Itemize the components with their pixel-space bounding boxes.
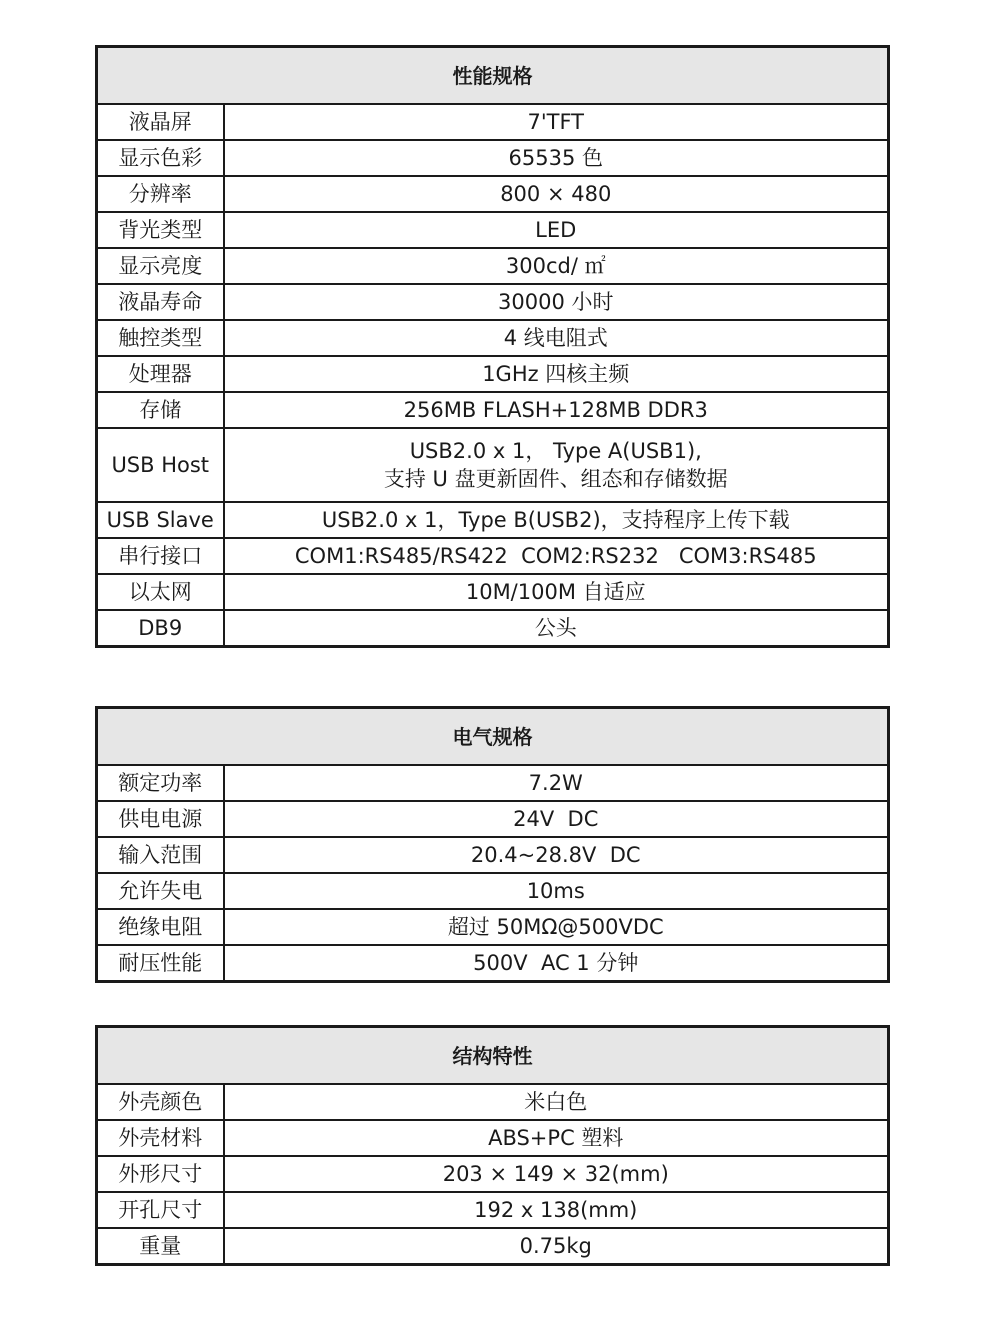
- table-row: [97, 284, 889, 320]
- table-row: [97, 801, 889, 837]
- table-row: [97, 356, 889, 392]
- table-header-row: [97, 708, 889, 766]
- spec-label: 开孔尺寸: [97, 1192, 224, 1228]
- spec-value: 4 线电阻式: [224, 320, 889, 356]
- spec-value: 192 x 138(mm): [224, 1192, 889, 1228]
- table-row: [97, 538, 889, 574]
- table-row: [97, 574, 889, 610]
- spec-value: 203 × 149 × 32(mm): [224, 1156, 889, 1192]
- spec-value: 300cd/ ㎡: [224, 248, 889, 284]
- spec-value-line: USB2.0 x 1， Type A(USB1),: [409, 439, 702, 463]
- spec-value: 7.2W: [224, 765, 889, 801]
- spec-label: 重量: [97, 1228, 224, 1265]
- spec-label: 供电电源: [97, 801, 224, 837]
- table-row: [97, 873, 889, 909]
- performance-spec-table: [95, 45, 890, 648]
- spec-value: [224, 428, 889, 502]
- section-title-performance: 性能规格: [97, 47, 889, 105]
- table-row: [97, 1120, 889, 1156]
- spec-value: 10M/100M 自适应: [224, 574, 889, 610]
- spec-label: 液晶寿命: [97, 284, 224, 320]
- spec-label: 处理器: [97, 356, 224, 392]
- spec-value: 24V DC: [224, 801, 889, 837]
- spec-label: 外壳材料: [97, 1120, 224, 1156]
- spec-value: COM1:RS485/RS422 COM2:RS232 COM3:RS485: [224, 538, 889, 574]
- spec-label: 绝缘电阻: [97, 909, 224, 945]
- table-row: [97, 392, 889, 428]
- spec-label: 显示亮度: [97, 248, 224, 284]
- spec-value: 800 × 480: [224, 176, 889, 212]
- spec-value: 1GHz 四核主频: [224, 356, 889, 392]
- section-title-structure: 结构特性: [97, 1027, 889, 1085]
- table-row: [97, 104, 889, 140]
- table-row: [97, 140, 889, 176]
- table-row: [97, 1156, 889, 1192]
- spec-value: 超过 50MΩ@500VDC: [224, 909, 889, 945]
- table-row: [97, 428, 889, 502]
- spec-label: 以太网: [97, 574, 224, 610]
- table-row: [97, 945, 889, 982]
- table-row: [97, 176, 889, 212]
- spec-label: 显示色彩: [97, 140, 224, 176]
- spec-label: 外形尺寸: [97, 1156, 224, 1192]
- spec-value: 20.4~28.8V DC: [224, 837, 889, 873]
- section-title-electrical: 电气规格: [97, 708, 889, 766]
- spec-label: 耐压性能: [97, 945, 224, 982]
- spec-label: 输入范围: [97, 837, 224, 873]
- spec-value: 256MB FLASH+128MB DDR3: [224, 392, 889, 428]
- spec-label: 允许失电: [97, 873, 224, 909]
- spec-label: 触控类型: [97, 320, 224, 356]
- spec-value-line: 支持 U 盘更新固件、组态和存储数据: [383, 467, 728, 491]
- spec-value: LED: [224, 212, 889, 248]
- spec-label: 外壳颜色: [97, 1084, 224, 1120]
- spec-value: 65535 色: [224, 140, 889, 176]
- table-row: [97, 248, 889, 284]
- spec-label: 液晶屏: [97, 104, 224, 140]
- spec-value: 米白色: [224, 1084, 889, 1120]
- table-header-row: [97, 1027, 889, 1085]
- spec-label: DB9: [97, 610, 224, 647]
- spec-value: ABS+PC 塑料: [224, 1120, 889, 1156]
- table-row: [97, 502, 889, 538]
- table-row: [97, 1192, 889, 1228]
- spec-value: 10ms: [224, 873, 889, 909]
- table-row: [97, 837, 889, 873]
- spec-value: 30000 小时: [224, 284, 889, 320]
- table-row: [97, 212, 889, 248]
- spec-value: 公头: [224, 610, 889, 647]
- table-row: [97, 765, 889, 801]
- table-row: [97, 909, 889, 945]
- table-header-row: [97, 47, 889, 105]
- spec-label: USB Host: [97, 428, 224, 502]
- electrical-spec-table: [95, 706, 890, 983]
- table-row: [97, 610, 889, 647]
- spec-value: 0.75kg: [224, 1228, 889, 1265]
- table-row: [97, 320, 889, 356]
- table-row: [97, 1228, 889, 1265]
- spec-label: 背光类型: [97, 212, 224, 248]
- table-row: [97, 1084, 889, 1120]
- spec-value: 500V AC 1 分钟: [224, 945, 889, 982]
- structure-spec-table: [95, 1025, 890, 1266]
- spec-label: 分辨率: [97, 176, 224, 212]
- spec-value: 7'TFT: [224, 104, 889, 140]
- spec-label: 存储: [97, 392, 224, 428]
- spec-label: USB Slave: [97, 502, 224, 538]
- spec-label: 额定功率: [97, 765, 224, 801]
- spec-label: 串行接口: [97, 538, 224, 574]
- spec-value: USB2.0 x 1，Type B(USB2)，支持程序上传下载: [224, 502, 889, 538]
